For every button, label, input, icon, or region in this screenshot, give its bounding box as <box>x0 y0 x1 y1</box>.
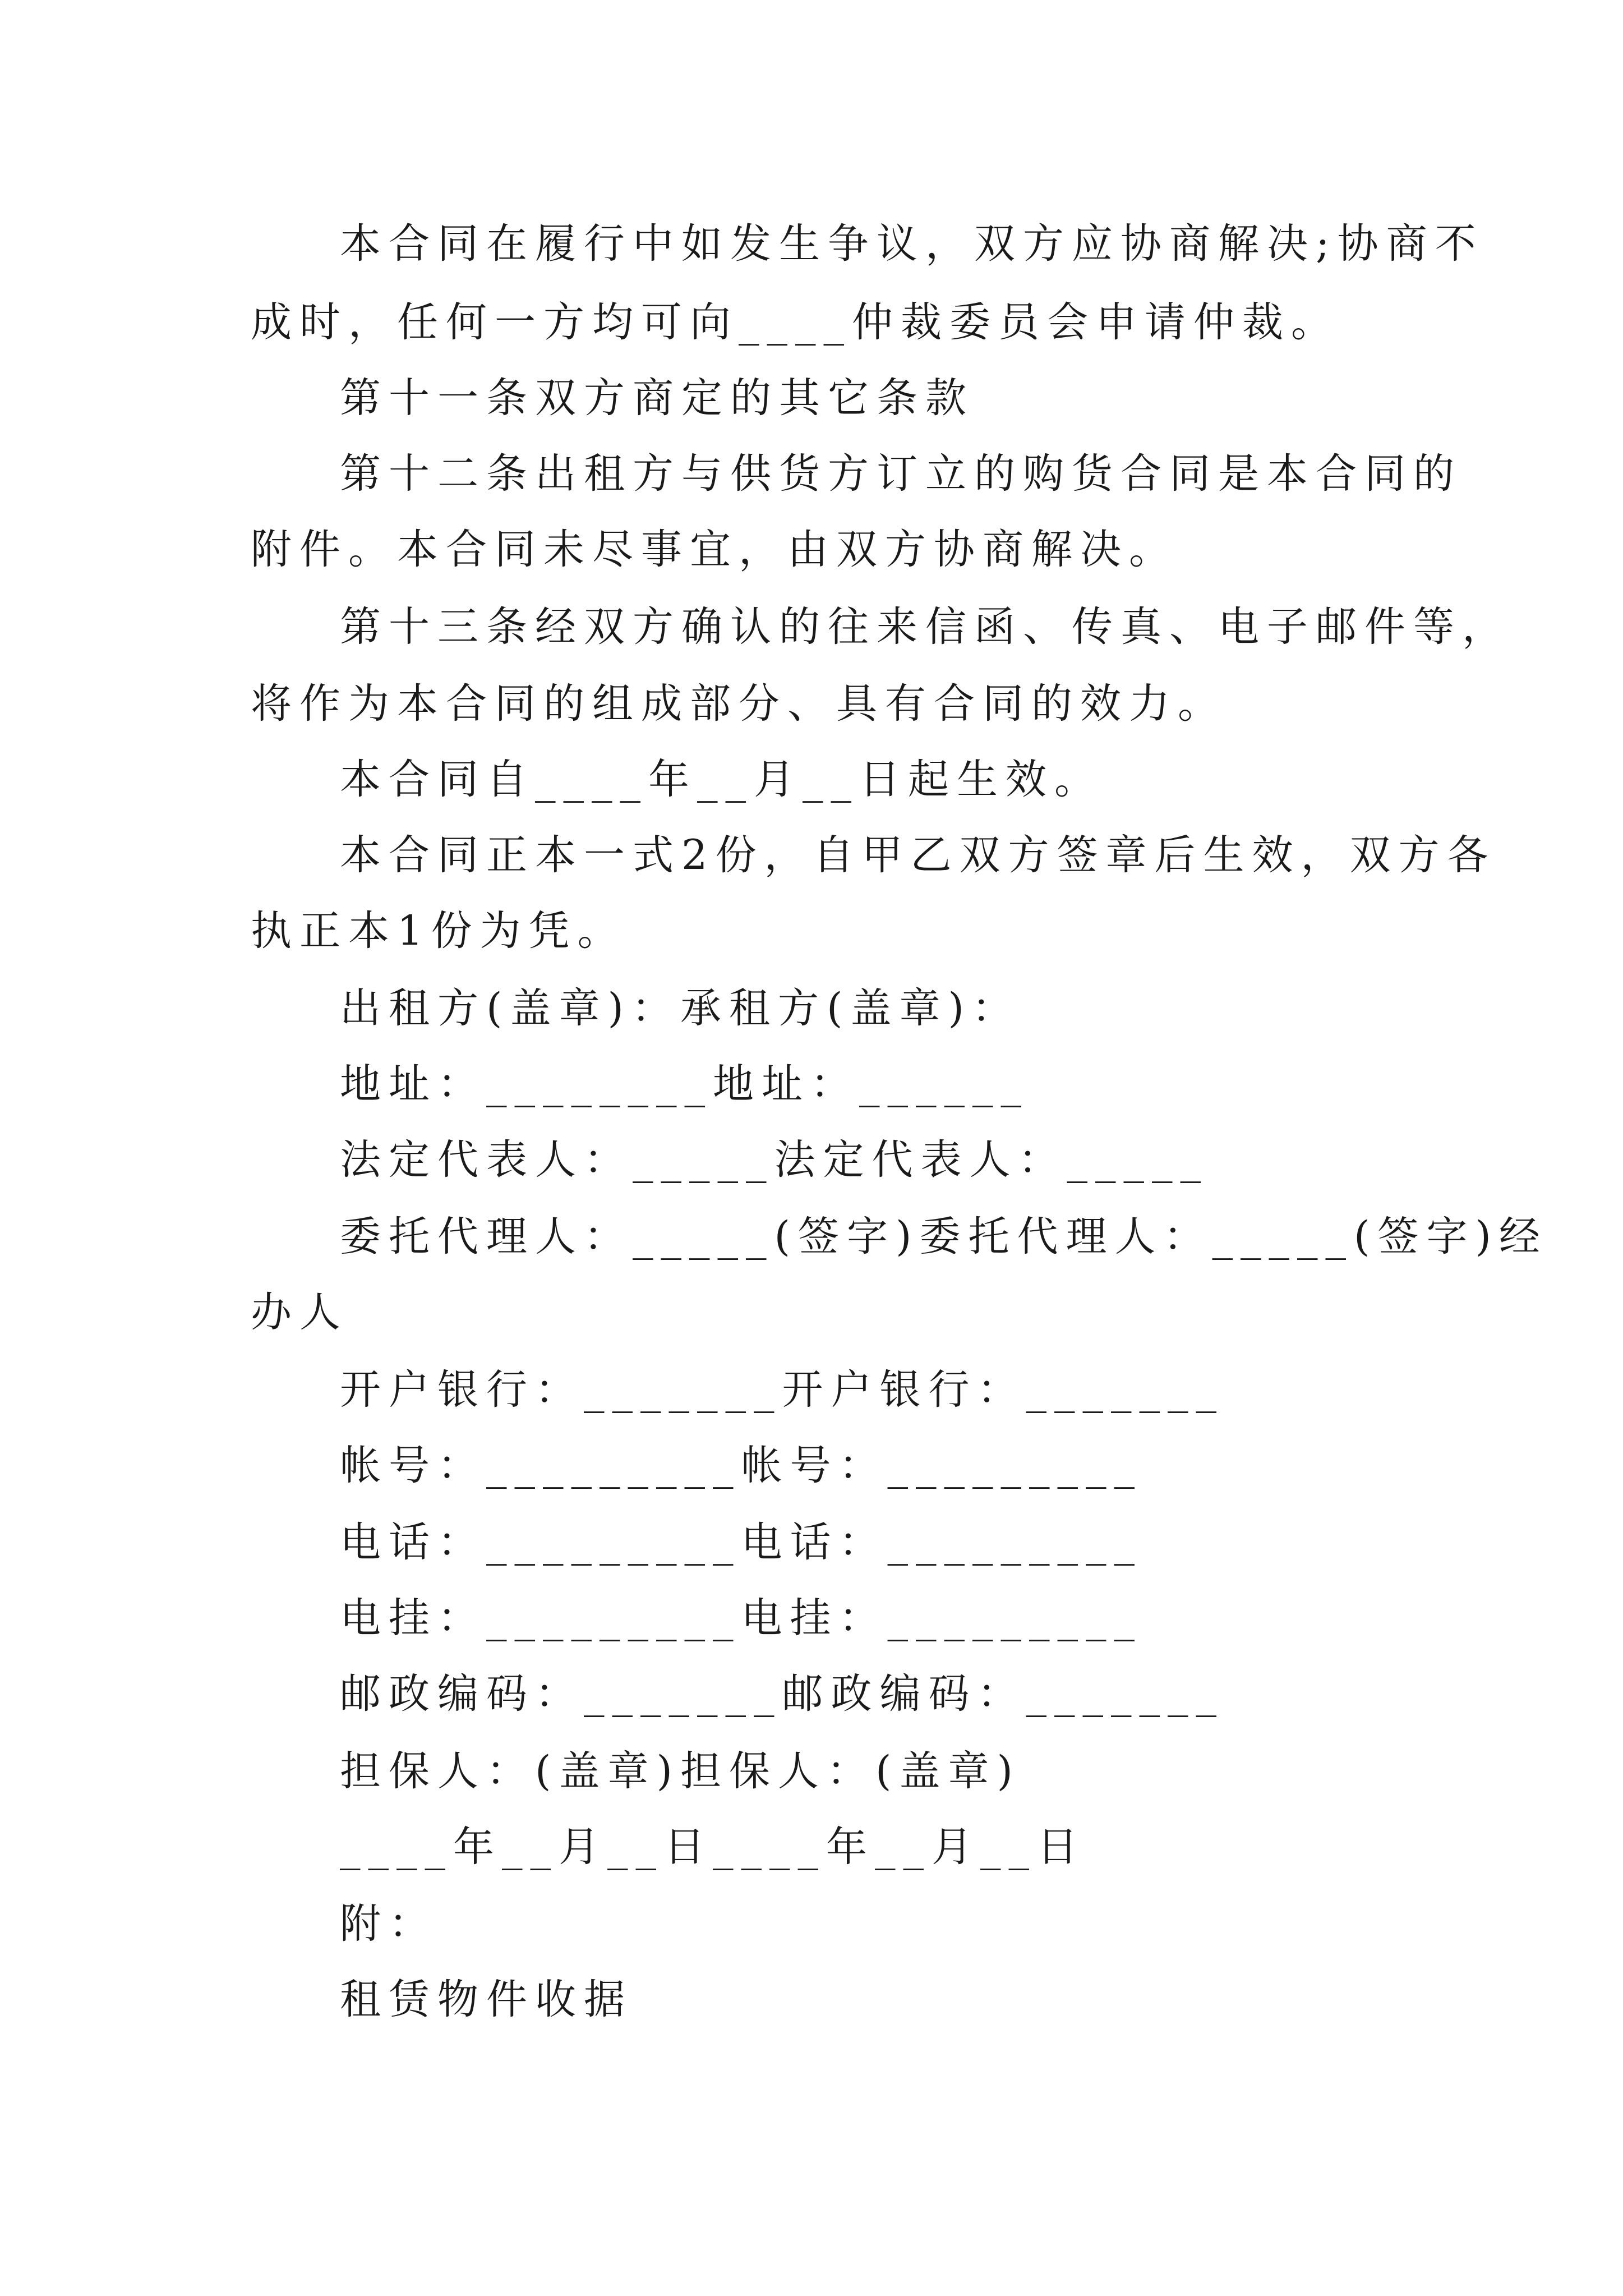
text-line: 办人 <box>251 1289 348 1336</box>
text-line: 出租方(盖章)：承租方(盖章)： <box>340 984 1021 1032</box>
text-line: ____年__月__日____年__月__日 <box>340 1823 1086 1871</box>
text-line: 第十二条出租方与供货方订立的购货合同是本合同的 <box>340 450 1462 498</box>
text-line: 第十一条双方商定的其它条款 <box>340 374 974 422</box>
text-line: 本合同正本一式2份，自甲乙双方签章后生效，双方各 <box>340 831 1496 879</box>
text-line: 帐号：_________帐号：_________ <box>340 1442 1142 1489</box>
text-line: 租赁物件收据 <box>340 1976 633 2023</box>
text-line: 本合同自____年__月__日起生效。 <box>340 756 1103 803</box>
text-line: 成时，任何一方均可向____仲裁委员会申请仲裁。 <box>251 298 1340 346</box>
text-line: 地址：________地址：______ <box>340 1060 1029 1108</box>
text-line: 本合同在履行中如发生争议，双方应协商解决;协商不 <box>340 220 1484 268</box>
text-line: 将作为本合同的组成部分、具有合同的效力。 <box>251 680 1227 728</box>
text-line: 第十三条经双方确认的往来信函、传真、电子邮件等， <box>340 603 1511 651</box>
text-line: 附： <box>340 1900 437 1948</box>
text-line: 担保人：(盖章)担保人：(盖章) <box>340 1747 1021 1795</box>
text-line: 执正本1份为凭。 <box>251 907 626 955</box>
text-line: 邮政编码：_______邮政编码：_______ <box>340 1670 1224 1718</box>
text-line: 开户银行：_______开户银行：_______ <box>340 1366 1224 1414</box>
text-line: 法定代表人：_____法定代表人：_____ <box>340 1136 1209 1184</box>
text-line: 附件。本合同未尽事宜，由双方协商解决。 <box>251 526 1178 573</box>
text-line: 电挂：_________电挂：_________ <box>340 1594 1142 1642</box>
text-line: 委托代理人：_____(签字)委托代理人：_____(签字)经 <box>340 1213 1548 1260</box>
text-line: 电话：_________电话：_________ <box>340 1519 1142 1566</box>
